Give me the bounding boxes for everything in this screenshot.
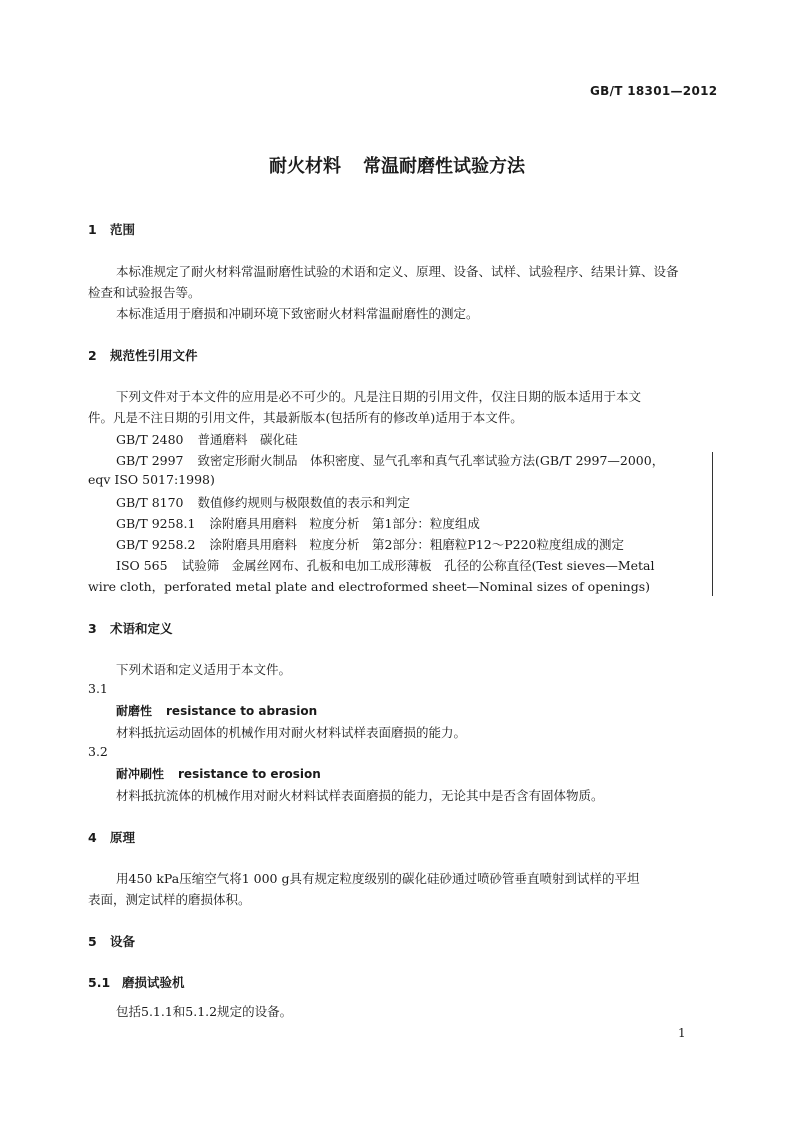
section-2-title: 规范性引用文件 [110, 348, 198, 363]
reference-code: GB/T 2480 [116, 432, 184, 447]
s4-para1-line2: 表面，测定试样的磨损体积。 [88, 892, 251, 907]
term-cn: 耐冲刷性 [116, 767, 165, 781]
section-1-number: 1 [88, 222, 97, 237]
section-4-title: 原理 [110, 830, 136, 845]
reference-title: 涂附磨具用磨料 粒度分析 第2部分：粗磨粒P12～P220粒度组成的测定 [209, 537, 624, 552]
document-title [0, 152, 794, 178]
subsection-5-1-title: 磨损试验机 [122, 975, 185, 990]
term-number: 3.2 [88, 744, 108, 759]
section-4-number: 4 [88, 830, 97, 845]
section-4-heading [88, 828, 135, 846]
section-1-title: 范围 [110, 222, 136, 237]
section-3-number: 3 [88, 621, 97, 636]
section-3-title: 术语和定义 [110, 621, 173, 636]
reference-item [116, 514, 480, 532]
subsection-5-1-heading [88, 973, 185, 991]
s5-1-para1: 包括5.1.1和5.1.2规定的设备。 [116, 1004, 293, 1019]
reference-item [116, 556, 655, 574]
section-5-number: 5 [88, 934, 97, 949]
term-heading [116, 765, 321, 782]
s3-intro: 下列术语和定义适用于本文件。 [116, 662, 292, 677]
reference-item [116, 493, 410, 511]
term-definition: 材料抵抗运动固体的机械作用对耐火材料试样表面磨损的能力。 [116, 725, 467, 740]
section-5-heading [88, 932, 135, 950]
reference-continuation: eqv ISO 5017:1998) [88, 472, 215, 487]
s2-para1-line1: 下列文件对于本文件的应用是必不可少的。凡是注日期的引用文件，仅注日期的版本适用于本文 [116, 389, 642, 404]
section-1-heading [88, 220, 135, 238]
subsection-5-1-number: 5.1 [88, 975, 111, 990]
s1-para1-line1: 本标准规定了耐火材料常温耐磨性试验的术语和定义、原理、设备、试样、试验程序、结果计算、设备 [116, 264, 679, 279]
reference-item [116, 430, 298, 448]
reference-code: ISO 565 [116, 558, 168, 573]
reference-code: GB/T 2997 [116, 453, 184, 468]
title-part2: 常温耐磨性试验方法 [363, 156, 525, 177]
revision-bar [712, 452, 713, 596]
reference-item [116, 451, 664, 469]
reference-title: 试验筛 金属丝网布、孔板和电加工成形薄板 孔径的公称直径(Test sieves—Metal [181, 558, 655, 573]
standard-number: GB/T 18301—2012 [590, 84, 718, 98]
term-definition: 材料抵抗流体的机械作用对耐火材料试样表面磨损的能力，无论其中是否含有固体物质。 [116, 788, 604, 803]
reference-title: 涂附磨具用磨料 粒度分析 第1部分：粒度组成 [209, 516, 480, 531]
section-3-heading [88, 619, 173, 637]
reference-code: GB/T 8170 [116, 495, 184, 510]
reference-code: GB/T 9258.1 [116, 516, 196, 531]
s4-para1-line1: 用450 kPa压缩空气将1 000 g具有规定粒度级别的碳化硅砂通过喷砂管垂直喷射到试样的平坦 [116, 871, 640, 886]
s2-para1-line2: 件。凡是不注日期的引用文件，其最新版本(包括所有的修改单)适用于本文件。 [88, 410, 523, 425]
term-heading [116, 702, 317, 719]
reference-code: GB/T 9258.2 [116, 537, 196, 552]
reference-title: 普通磨料 碳化硅 [197, 432, 298, 447]
reference-item [116, 535, 624, 553]
reference-title: 致密定形耐火制品 体积密度、显气孔率和真气孔率试验方法(GB/T 2997—2000， [197, 453, 665, 468]
term-en: resistance to abrasion [166, 704, 318, 718]
s1-para2: 本标准适用于磨损和冲刷环境下致密耐火材料常温耐磨性的测定。 [116, 306, 479, 321]
page-number: 1 [678, 1026, 686, 1040]
section-2-heading [88, 346, 198, 364]
term-cn: 耐磨性 [116, 704, 153, 718]
reference-title: 数值修约规则与极限数值的表示和判定 [197, 495, 411, 510]
section-5-title: 设备 [110, 934, 136, 949]
term-en: resistance to erosion [178, 767, 321, 781]
section-2-number: 2 [88, 348, 97, 363]
reference-continuation: wire cloth，perforated metal plate and electroformed sheet—Nominal sizes of openings) [88, 579, 650, 594]
s1-para1-line2: 检查和试验报告等。 [88, 285, 201, 300]
term-number: 3.1 [88, 681, 108, 696]
title-part1: 耐火材料 [269, 156, 341, 177]
